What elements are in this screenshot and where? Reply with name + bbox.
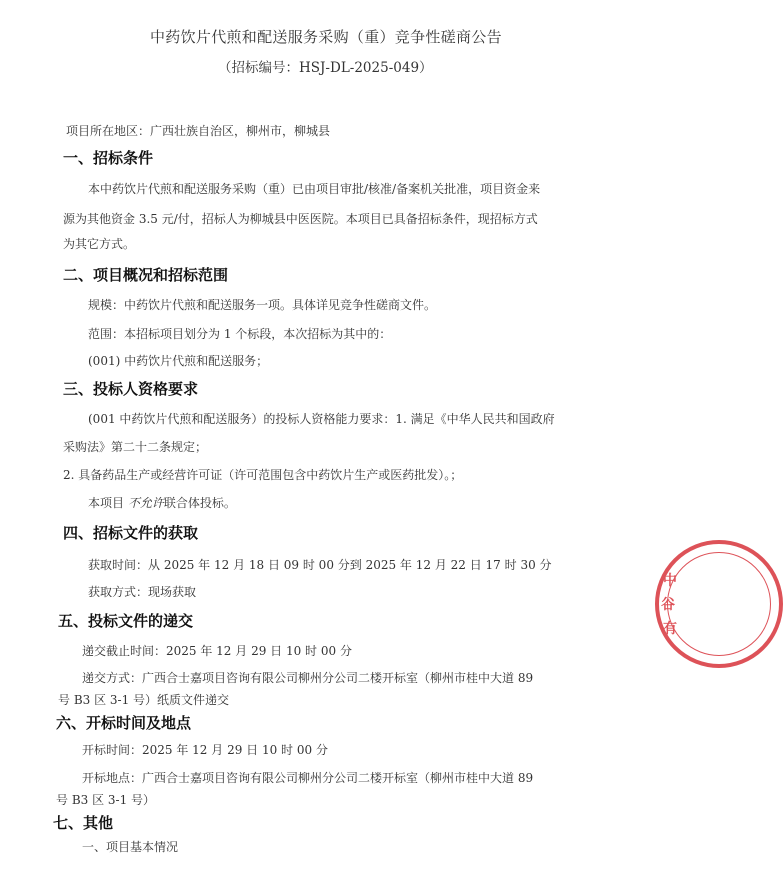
section-3-line-1: (001 中药饮片代煎和配送服务）的投标人资格能力要求：1. 满足《中华人民共和国政府 [88,412,555,426]
section-5-heading: 五、投标文件的递交 [58,612,194,630]
section-3-line-2: 采购法》第二十二条规定； [63,440,208,454]
seal-char-2: 谷 [661,597,675,613]
consortium-prefix: 本项目 [88,496,125,510]
document-title: 中药饮片代煎和配送服务采购（重）竞争性磋商公告 [150,28,502,46]
section-5-line-2: 递交方式：广西合士嘉项目咨询有限公司柳州分公司二楼开标室（柳州市桂中大道 89 [82,671,534,685]
official-seal-icon [655,540,783,668]
section-3-heading: 三、投标人资格要求 [63,380,199,398]
section-2-line-1: 规模：中药饮片代煎和配送服务一项。具体详见竞争性磋商文件。 [88,298,437,312]
section-4-line-1: 获取时间：从 2025 年 12 月 18 日 09 时 00 分到 2025 年 12 月 22 日 17 时 30 分 [88,558,552,572]
section-6-line-2: 开标地点：广西合士嘉项目咨询有限公司柳州分公司二楼开标室（柳州市桂中大道 89 [82,771,534,785]
section-4-heading: 四、招标文件的获取 [63,524,199,542]
consortium-not-allowed: 不允许 [127,496,164,510]
consortium-suffix: 联合体投标。 [163,496,236,510]
section-1-line-2: 源为其他资金 3.5 元/付，招标人为柳城县中医医院。本项目已具备招标条件，现招标方式 [63,212,538,226]
section-6-line-3: 号 B3 区 3-1 号） [56,793,156,807]
section-1-line-1: 本中药饮片代煎和配送服务采购（重）已由项目审批/核准/备案机关批准，项目资金来 [88,182,541,196]
section-2-line-2: 范围：本招标项目划分为 1 个标段，本次招标为其中的： [88,327,392,341]
section-7-heading: 七、其他 [53,814,114,832]
section-3-line-3: 2. 具备药品生产或经营许可证（许可范围包含中药饮片生产或医药批发）。； [63,468,463,482]
section-7-line-1: 一、项目基本情况 [82,840,179,854]
section-4-line-2: 获取方式：现场获取 [88,585,197,599]
section-3-consortium [88,494,236,511]
section-2-heading: 二、项目概况和招标范围 [63,266,229,284]
section-2-line-3: (001) 中药饮片代煎和配送服务； [88,354,269,368]
section-6-heading: 六、开标时间及地点 [56,714,192,732]
section-1-line-3: 为其它方式。 [63,237,136,251]
section-5-line-1: 递交截止时间：2025 年 12 月 29 日 10 时 00 分 [82,644,352,658]
section-1-heading: 一、招标条件 [63,149,154,167]
seal-char-1: 中 [663,573,677,589]
section-5-line-3: 号 B3 区 3-1 号）纸质文件递交 [58,693,230,707]
tender-code: （招标编号：HSJ-DL-2025-049） [218,60,433,76]
section-6-line-1: 开标时间：2025 年 12 月 29 日 10 时 00 分 [82,743,328,757]
project-location: 项目所在地区：广西壮族自治区，柳州市，柳城县 [66,124,331,138]
seal-char-3: 有 [663,621,677,637]
